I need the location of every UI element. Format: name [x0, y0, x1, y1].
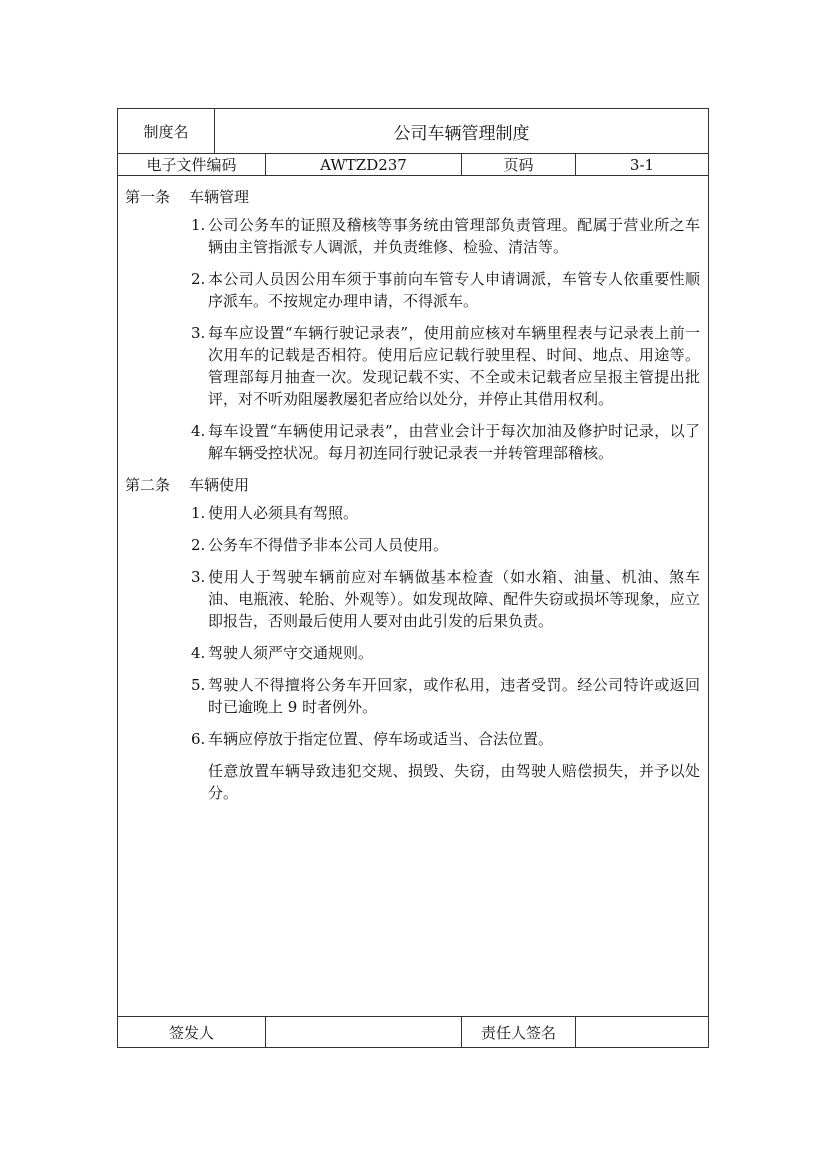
name-label: 制度名 [118, 109, 215, 153]
item-text: 每车设置“车辆使用记录表”，由营业会计于每次加油及修护时记录，以了解车辆受控状况。每月初连同行驶记录表一并转管理部稽核。 [208, 422, 700, 462]
signature-row [118, 1016, 708, 1047]
item-number: 1. [191, 216, 206, 234]
list-item [125, 728, 700, 750]
article-title: 车辆使用 [189, 476, 250, 494]
item-text: 驾驶人须严守交通规则。 [208, 644, 374, 662]
list-item [125, 214, 700, 258]
list-item [125, 420, 700, 464]
item-number: 3. [191, 568, 206, 586]
list-item [125, 268, 700, 312]
item-number: 2. [191, 536, 206, 554]
article-number: 第二条 [125, 476, 171, 494]
item-text: 每车应设置“车辆行驶记录表”，使用前应核对车辆里程表与记录表上前一次用车的记载是否相符。使用后应记载行驶里程、时间、地点、用途等。管理部每月抽查一次。发现记载不实、不全或未记载者应呈报主管提出批评，对不听劝阻屡教屡犯者应给以处分，并停止其借用权利。 [208, 324, 700, 408]
item-text: 本公司人员因公用车须于事前向车管专人申请调派，车管专人依重要性顺序派车。不按规定办理申请，不得派车。 [208, 270, 700, 310]
item-text: 公司公务车的证照及稽核等事务统由管理部负责管理。配属于营业所之车辆由主管指派专人调派，并负责维修、检验、清洁等。 [208, 216, 700, 256]
document-form [117, 108, 709, 1048]
item-text: 车辆应停放于指定位置、停车场或适当、合法位置。 [208, 730, 554, 748]
file-info-row [118, 154, 708, 176]
item-number: 2. [191, 270, 206, 288]
list-item [125, 534, 700, 556]
file-code-label: 电子文件编码 [118, 154, 266, 175]
item-number: 4. [191, 644, 206, 662]
document-title: 公司车辆管理制度 [393, 123, 530, 144]
file-code-value: AWTZD237 [266, 154, 462, 175]
list-item [125, 642, 700, 664]
article-heading [125, 186, 700, 208]
page-value: 3-1 [629, 155, 655, 174]
article-number: 第一条 [125, 188, 171, 206]
item-number: 1. [191, 504, 206, 522]
item-text: 公务车不得借予非本公司人员使用。 [208, 536, 449, 554]
article-heading [125, 474, 700, 496]
list-item [125, 566, 700, 632]
item-continuation: 任意放置车辆导致违犯交规、损毁、失窃，由驾驶人赔偿损失，并予以处分。 [208, 762, 700, 802]
responsible-signature-field[interactable] [576, 1017, 708, 1047]
item-text: 驾驶人不得擅将公务车开回家，或作私用，违者受罚。经公司特许或返回时已逾晚上 9 时者例外。 [208, 676, 700, 716]
page-label: 页码 [462, 154, 576, 175]
article-title: 车辆管理 [189, 188, 250, 206]
title-row [118, 109, 708, 154]
responsible-label: 责任人签名 [462, 1017, 576, 1047]
item-number: 5. [191, 676, 206, 694]
issuer-label: 签发人 [118, 1017, 266, 1047]
item-text: 使用人必须具有驾照。 [208, 504, 359, 522]
list-item [125, 322, 700, 410]
list-item [125, 502, 700, 524]
issuer-field[interactable] [266, 1017, 462, 1047]
item-number: 6. [191, 730, 206, 748]
document-body [118, 176, 708, 1018]
item-number: 4. [191, 422, 206, 440]
item-number: 3. [191, 324, 206, 342]
list-item [125, 674, 700, 718]
item-text: 使用人于驾驶车辆前应对车辆做基本检查（如水箱、油量、机油、煞车油、电瓶液、轮胎、外观等）。如发现故障、配件失窃或损坏等现象，应立即报告，否则最后使用人要对由此引发的后果负责。 [208, 568, 700, 630]
